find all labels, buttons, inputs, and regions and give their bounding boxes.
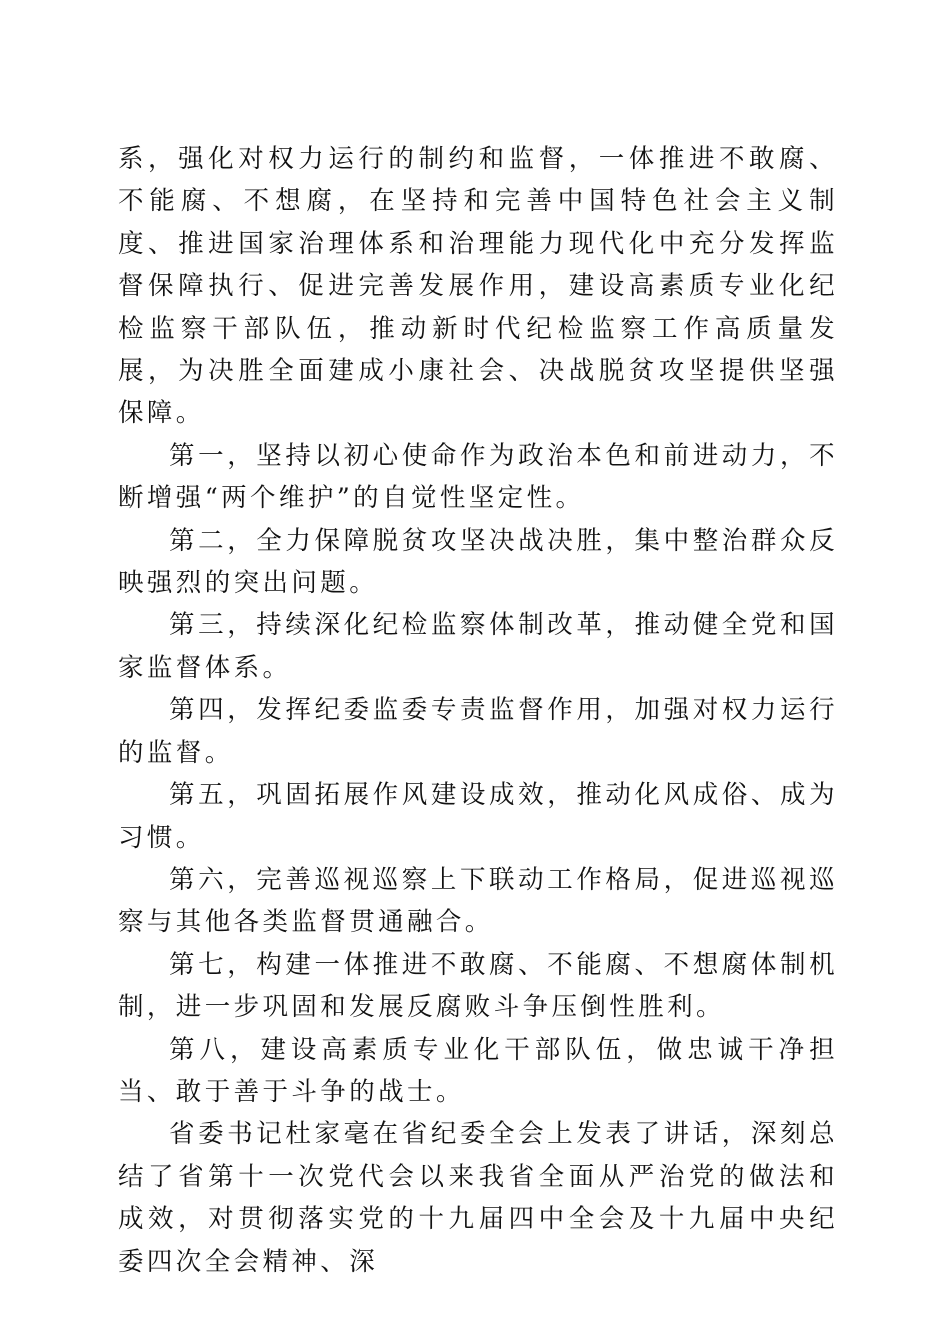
paragraph-point-5: 第五，巩固拓展作风建设成效，推动化风成俗、成为习惯。: [118, 780, 838, 853]
paragraph-continuation: 系，强化对权力运行的制约和监督，一体推进不敢腐、不能腐、不想腐，在坚持和完善中国特色社会主义制度、推进国家治理体系和治理能力现代化中充分发挥监督保障执行、促进完善发展作用，建设高素质专业化纪检监察干部队伍，推动新时代纪检监察工作高质量发展，为决胜全面建成小康社会、决战脱贫攻坚提供坚强保障。: [118, 144, 838, 429]
paragraph-point-4: 第四，发挥纪委监委专责监督作用，加强对权力运行的监督。: [118, 695, 838, 768]
paragraph-point-3: 第三，持续深化纪检监察体制改革，推动健全党和国家监督体系。: [118, 610, 838, 683]
paragraph-speech-summary: 省委书记杜家毫在省纪委全会上发表了讲话，深刻总结了省第十一次党代会以来我省全面从严治党的做法和成效，对贯彻落实党的十九届四中全会及十九届中央纪委四次全会精神、深: [118, 1119, 838, 1277]
paragraph-point-7: 第七，构建一体推进不敢腐、不能腐、不想腐体制机制，进一步巩固和发展反腐败斗争压倒性胜利。: [118, 949, 838, 1023]
document-body: [118, 138, 838, 1283]
paragraph-point-6: 第六，完善巡视巡察上下联动工作格局，促进巡视巡察与其他各类监督贯通融合。: [118, 864, 838, 938]
paragraph-point-2: 第二，全力保障脱贫攻坚决战决胜，集中整治群众反映强烈的突出问题。: [118, 525, 838, 599]
paragraph-point-1: 第一，坚持以初心使命作为政治本色和前进动力，不断增强“两个维护”的自觉性坚定性。: [118, 440, 838, 514]
paragraph-point-8: 第八，建设高素质专业化干部队伍，做忠诚干净担当、敢于善于斗争的战士。: [118, 1034, 838, 1107]
